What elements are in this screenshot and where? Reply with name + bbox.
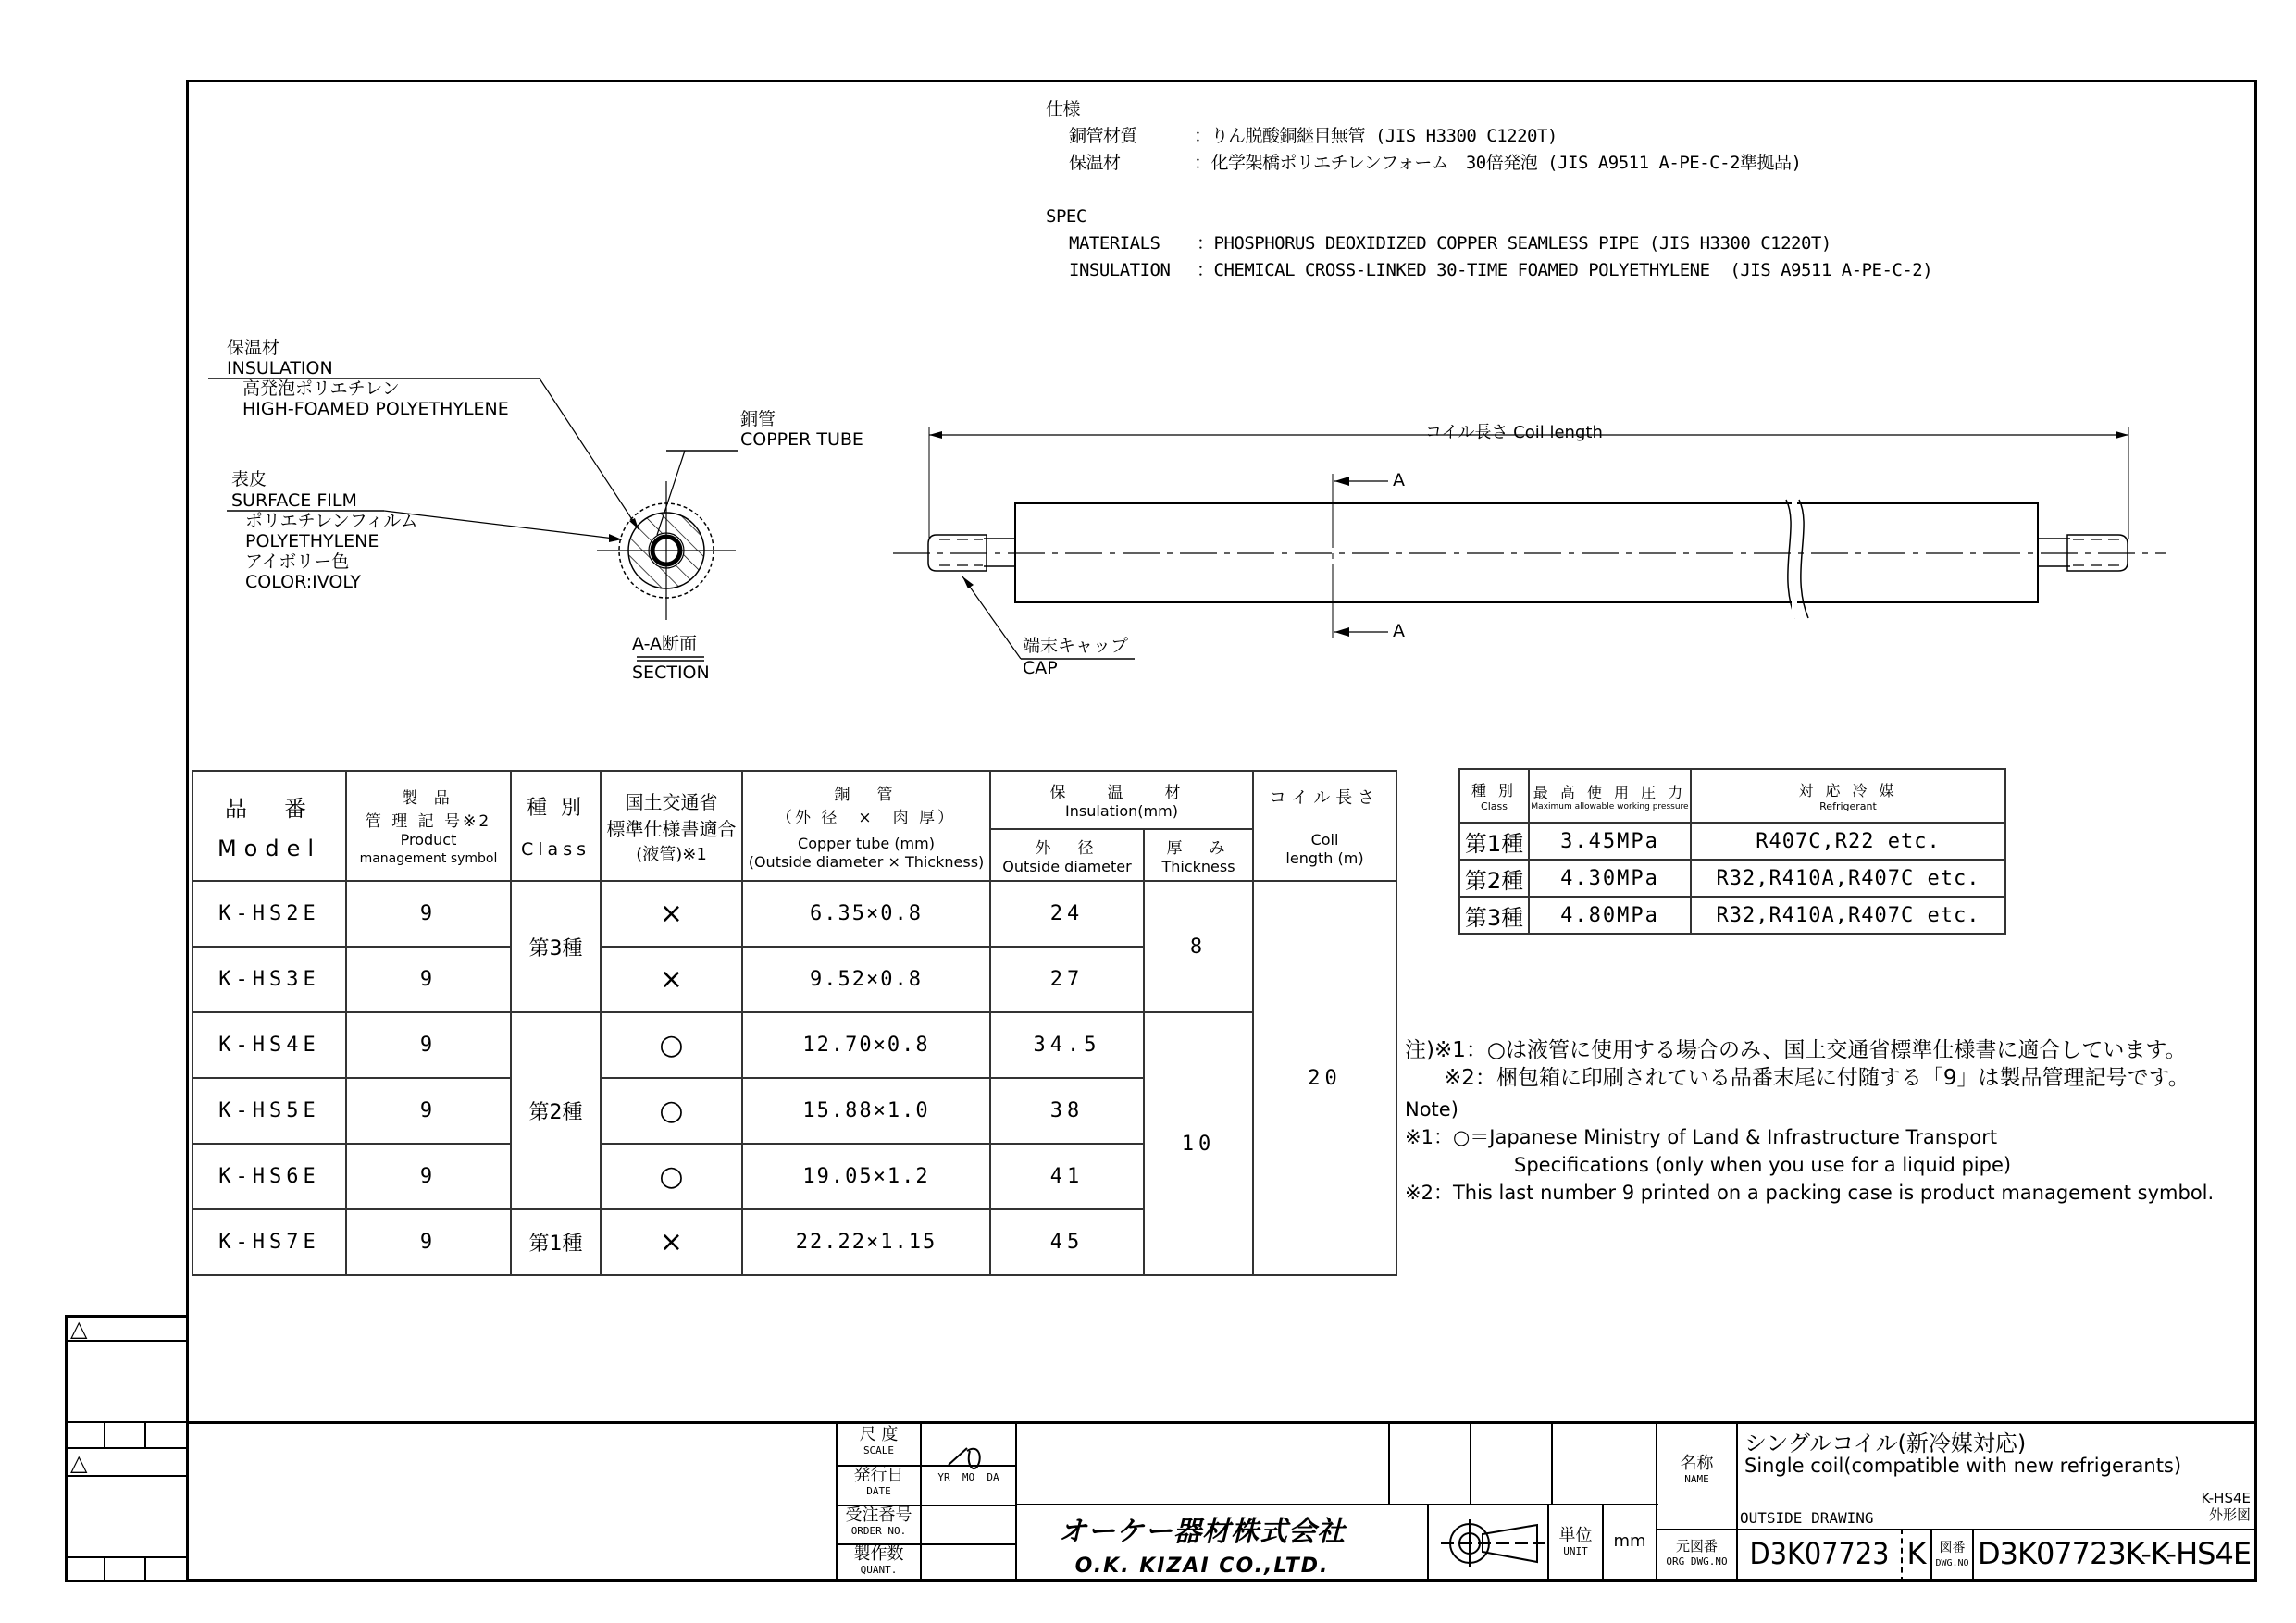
table-row: 第2種 4.30MPa R32,R410A,R407C etc.: [1459, 860, 2005, 897]
table-row: K-HS4E 9 第2種 ○ 12.70×0.8 34.5 10: [192, 1012, 1396, 1078]
spec-value: ：りん脱酸銅継目無管 (JIS H3300 C1220T): [1194, 126, 1558, 146]
table-row: 第3種 4.80MPa R32,R410A,R407C etc.: [1459, 897, 2005, 934]
label-insulation-detail-jp: 高発泡ポリエチレン: [242, 378, 400, 399]
header-refrigerant: 対 応 冷 媒 Refrigerant: [1691, 769, 2005, 823]
company-logo: オーケー器材株式会社 O.K. KIZAI CO.,LTD.: [1059, 1516, 1346, 1578]
divider: [65, 1447, 189, 1449]
spec-en-title: SPEC: [1046, 206, 1086, 227]
table-row: 第1種 3.45MPa R407C,R22 etc.: [1459, 823, 2005, 860]
note-jp-1: 注)※1：○は液管に使用する場合のみ、国土交通省標準仕様書に適合しています。: [1405, 1038, 2187, 1062]
header-class: 種 別 Class: [1459, 769, 1529, 823]
order-no-label: 受注番号 ORDER NO.: [845, 1505, 912, 1537]
label-surface-en: SURFACE FILM: [231, 490, 357, 511]
note-en-1a: ※1：○＝Japanese Ministry of Land & Infrastructure Transport: [1405, 1126, 1998, 1148]
spec-key: 保温材: [1069, 153, 1121, 173]
header-model: 品 番 Model: [192, 771, 346, 881]
header-thickness: 厚 み Thickness: [1144, 829, 1253, 881]
header-copper: 銅 管 （外 径 × 肉 厚） Copper tube (mm) (Outside diameter × Thickness): [742, 771, 990, 881]
revision-triangle-icon: △: [70, 1316, 88, 1342]
org-dwg-value: D3K07723: [1749, 1536, 1890, 1571]
revision-letter: K: [1906, 1536, 1927, 1571]
divider: [65, 1556, 189, 1558]
table-row: K-HS6E 9 ○ 19.05×1.2 41: [192, 1144, 1396, 1209]
table-row: K-HS2E 9 第3種 × 6.35×0.8 24 8 20: [192, 881, 1396, 947]
header-outside-diameter: 外 径 Outside diameter: [990, 829, 1144, 881]
divider: [1656, 1529, 2257, 1530]
date-label: 発行日 DATE: [853, 1466, 904, 1497]
note-jp-2: ※2：梱包箱に印刷されている品番末尾に付随する「9」は製品管理記号です。: [1444, 1066, 2190, 1090]
unit-label: 単位 UNIT: [1558, 1526, 1593, 1557]
revision-triangle-icon: △: [70, 1450, 88, 1476]
table-row: K-HS5E 9 ○ 15.88×1.0 38: [192, 1078, 1396, 1144]
label-insulation-en: INSULATION: [227, 358, 333, 378]
divider: [65, 1421, 189, 1423]
label-surface-detail-jp: ポリエチレンフィルム: [245, 511, 418, 531]
label-copper-en: COPPER TUBE: [740, 429, 863, 450]
header-coil-length: コイル長さ Coil length (m): [1253, 771, 1396, 881]
header-class: 種 別 Class: [511, 771, 601, 881]
scale-label: 尺 度 SCALE: [859, 1425, 899, 1456]
label-color-en: COLOR:IVOLY: [245, 572, 361, 592]
note-en-title: Note): [1405, 1098, 1458, 1121]
divider: [2254, 1421, 2257, 1582]
divider: [186, 1580, 2257, 1582]
label-coil-length: コイル長さ Coil length: [1425, 423, 1603, 442]
spec-value: ：CHEMICAL CROSS-LINKED 30-TIME FOAMED POLYETHYLENE (JIS A9511 A-PE-C-2): [1197, 260, 1933, 280]
label-insulation-jp: 保温材: [227, 338, 280, 358]
label-section-en: SECTION: [632, 663, 710, 683]
divider: [1551, 1422, 1553, 1504]
label-section-mark-top: A: [1393, 470, 1405, 490]
label-section-jp: A-A断面: [632, 634, 698, 654]
table-row: K-HS3E 9 × 9.52×0.8 27: [192, 947, 1396, 1012]
header-insulation: 保 温 材 Insulation(mm): [990, 771, 1253, 829]
spec-value: ：PHOSPHORUS DEOXIDIZED COPPER SEAMLESS PIPE (JIS H3300 C1220T): [1197, 233, 1831, 254]
spec-key: INSULATION: [1069, 260, 1171, 280]
divider: [1427, 1504, 1429, 1582]
header-symbol: 製 品 管 理 記 号※2 Product management symbol: [346, 771, 511, 881]
class-pressure-table: [1458, 768, 2006, 935]
spec-jp-title: 仕様: [1046, 99, 1081, 119]
label-color-jp: アイボリー色: [245, 551, 350, 572]
label-surface-jp: 表皮: [231, 469, 267, 489]
label-insulation-detail-en: HIGH-FOAMED POLYETHYLENE: [242, 399, 509, 419]
spec-key: MATERIALS: [1069, 233, 1160, 254]
table-row: K-HS7E 9 第1種 × 22.22×1.15 45: [192, 1209, 1396, 1275]
org-dwg-label: 元図番 ORG DWG.NO: [1666, 1538, 1728, 1567]
divider: [104, 1421, 105, 1447]
note-en-2: ※2：This last number 9 printed on a packing case is product management symbol.: [1405, 1182, 2215, 1204]
spec-value: ：化学架橋ポリエチレンフォーム 30倍発泡 (JIS A9511 A-PE-C-2準拠品): [1194, 153, 1802, 173]
drawing-model: K-HS4E 外形図: [2201, 1490, 2251, 1523]
notes-block: [1405, 1036, 2214, 1207]
divider: [144, 1421, 146, 1447]
note-en-1b: Specifications (only when you use for a liquid pipe): [1514, 1154, 2012, 1176]
divider: [104, 1556, 105, 1582]
name-label: 名称 NAME: [1680, 1454, 1714, 1485]
quantity-label: 製作数 QUANT.: [853, 1544, 904, 1576]
divider: [1388, 1422, 1390, 1504]
unit-value: mm: [1613, 1531, 1646, 1551]
divider: [1015, 1504, 1658, 1505]
label-cap-en: CAP: [1023, 658, 1058, 678]
spec-key: 銅管材質: [1069, 126, 1138, 146]
product-name-jp: シングルコイル(新冷媒対応): [1744, 1431, 2027, 1456]
header-pressure: 最 高 使 用 圧 力 Maximum allowable working pressure: [1529, 769, 1691, 823]
divider: [144, 1556, 146, 1582]
product-table: [192, 770, 1397, 1276]
divider: [920, 1422, 922, 1582]
divider: [1470, 1422, 1471, 1504]
dwg-no-label: 図番 DWG.NO: [1935, 1541, 1969, 1568]
drawing-type-en: OUTSIDE DRAWING: [1740, 1509, 1874, 1527]
label-cap-jp: 端末キャップ: [1023, 636, 1129, 656]
label-section-mark-bottom: A: [1393, 621, 1405, 641]
product-name-en: Single coil(compatible with new refrigerants): [1744, 1455, 2182, 1477]
dwg-no-value: D3K07723K-K-HS4E: [1977, 1536, 2252, 1571]
label-surface-detail-en: POLYETHYLENE: [245, 531, 379, 551]
date-value[interactable]: YR MO DA: [937, 1471, 999, 1483]
header-mlit: 国土交通省 標準仕様書適合 (液管)※1: [601, 771, 742, 881]
pipe-elevation-view: [893, 427, 2166, 659]
label-copper-jp: 銅管: [740, 409, 776, 429]
